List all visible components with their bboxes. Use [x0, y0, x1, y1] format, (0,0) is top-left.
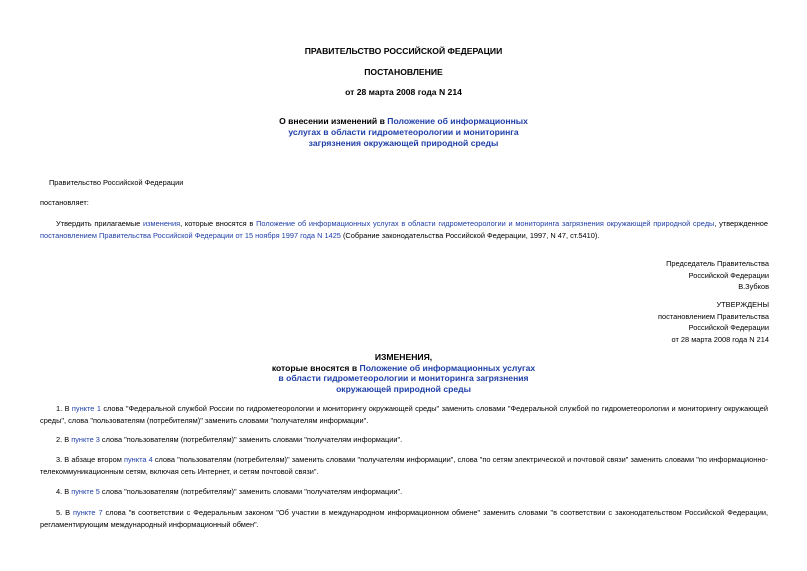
changes-sub-prefix: которые вносятся в	[271, 362, 360, 373]
changes-heading	[0, 352, 807, 394]
changes-regulation-link[interactable]: Положение об информационных услугах	[359, 362, 536, 373]
approval-paragraph: Утвердить прилагаемые изменения, которые вносятся в Положение об информационных услугах в области гидрометеорологии и мониторинга загрязнения окружающей природной среды, утвержденное постановлением Правительства Российской Федерации от 15 ноября 1997 года N 1425 (Собрание законодательства Российской Федерации, 1997, N 47, ст.5410).	[40, 219, 769, 240]
signature-country: Российской Федерации	[688, 270, 769, 280]
change-item-3: 3. В абзаце втором пункта 4 слова "пользователям (потребителям)" заменить словами "получателям информации", слова "по сетям электрической и почтовой связи" заменить словами "по информационно-телекоммуникационным сетям, включая сеть Интернет, и сетям почтовой связи".	[40, 455, 768, 476]
regulation-link-line3[interactable]: загрязнения окружающей природной среды	[308, 138, 499, 148]
change-item-1: 1. В пункте 1 слова "Федеральной службой России по гидрометеорологии и мониторингу окружающей среды" заменить словами "Федеральной службой по гидрометеорологии и мониторингу окружающей среды", слова "пользователям (потребителям)" заменить словами "получателям информации".	[40, 404, 769, 425]
regulation-link-line2[interactable]: услугах в области гидрометеорологии и мониторинга	[288, 127, 519, 137]
decree-1425-link[interactable]: постановлением Правительства Российской Федерации от 15 ноября 1997 года N 1425	[40, 230, 341, 240]
change-item-4: 4. В пункте 5 слова "пользователям (потребителям)" заменить словами "получателям информации".	[56, 487, 403, 496]
approved-date: от 28 марта 2008 года N 214	[671, 334, 769, 344]
item-3-link[interactable]: пункта 4	[123, 455, 153, 464]
changes-link[interactable]: изменения	[143, 219, 181, 228]
government-heading: ПРАВИТЕЛЬСТВО РОССИЙСКОЙ ФЕДЕРАЦИИ	[304, 46, 503, 56]
changes-title: ИЗМЕНЕНИЯ,	[374, 352, 433, 362]
item-5-link[interactable]: пункте 7	[73, 508, 103, 517]
signature-position: Председатель Правительства	[666, 259, 769, 268]
regulation-link[interactable]: Положение об информационных	[387, 116, 528, 126]
change-item-5: 5. В пункте 7 слова "в соответствии с Федеральным законом "Об участии в международном информационном обмене" заменить словами "в соответствии с законодательством Российской Федерации, регламентирующим международный информационный обмен".	[40, 508, 769, 529]
changes-regulation-link-line2[interactable]: в области гидрометеорологии и мониторинга загрязнения	[278, 373, 529, 383]
change-item-2: 2. В пункте 3 слова "пользователям (потребителям)" заменить словами "получателям информации".	[56, 435, 403, 444]
signature-block	[666, 258, 769, 293]
document-title	[0, 116, 807, 149]
resolves-text: постановляет:	[40, 198, 89, 207]
signature-name: В.Зубков	[738, 282, 769, 291]
item-2-link[interactable]: пункте 3	[71, 435, 100, 444]
government-label: Правительство Российской Федерации	[49, 178, 184, 187]
changes-regulation-link-line3[interactable]: окружающей природной среды	[336, 383, 471, 394]
document-type: ПОСТАНОВЛЕНИЕ	[364, 67, 443, 77]
item-1-link[interactable]: пункте 1	[71, 404, 101, 413]
approved-title: УТВЕРЖДЕНЫ	[716, 300, 769, 309]
regulation-link-body[interactable]: Положение об информационных услугах в области гидрометеорологии и мониторинга загрязнения окружающей природной среды	[256, 219, 715, 228]
document-date: от 28 марта 2008 года N 214	[345, 87, 462, 97]
title-prefix: О внесении изменений в	[279, 116, 388, 126]
approved-by: постановлением Правительства	[658, 311, 769, 321]
approved-block	[658, 299, 769, 345]
item-4-link[interactable]: пункте 5	[71, 487, 100, 496]
approved-country: Российской Федерации	[688, 323, 769, 332]
